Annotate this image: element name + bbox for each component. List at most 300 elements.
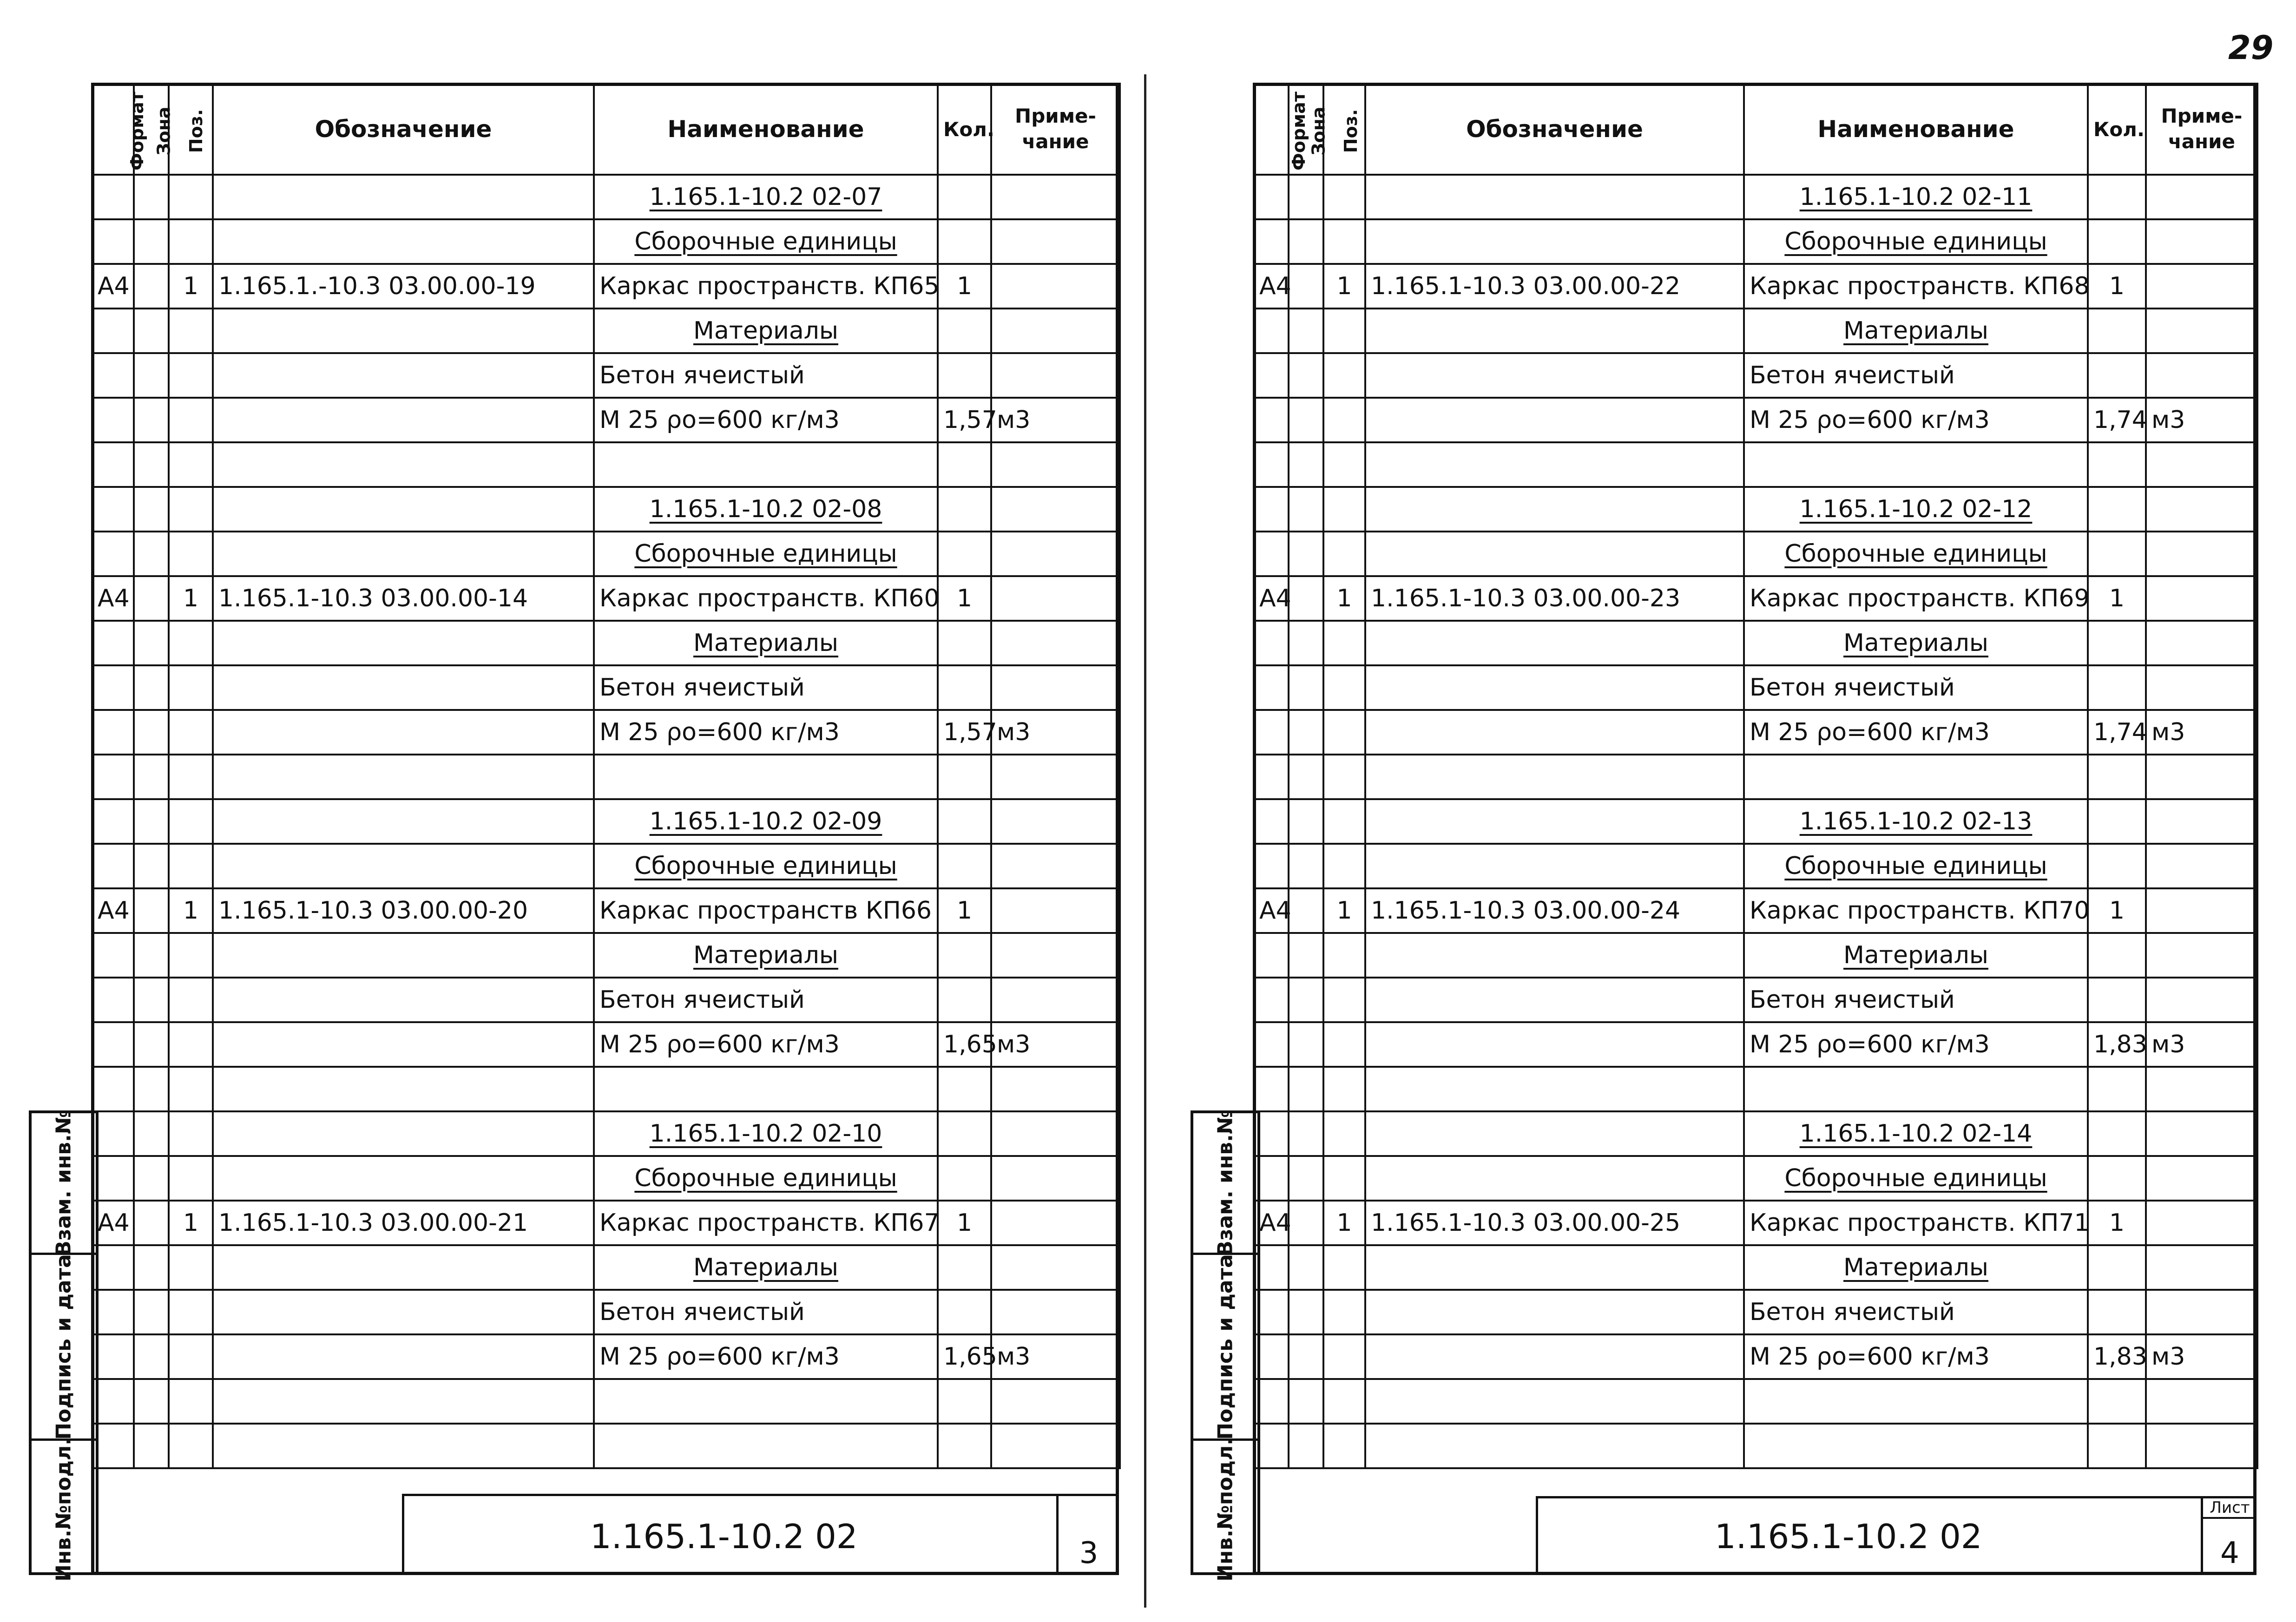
cell-designation	[1365, 755, 1744, 799]
header-note: Приме-чание	[991, 84, 1120, 175]
cell-pos	[1323, 755, 1365, 799]
cell-note	[991, 933, 1120, 978]
cell-zone	[1289, 933, 1323, 978]
cell-zone	[1289, 532, 1323, 576]
cell-format	[92, 442, 134, 487]
cell-note	[991, 621, 1120, 665]
cell-note: м3	[2146, 710, 2257, 755]
cell-pos	[169, 442, 213, 487]
table-row	[1254, 1334, 2257, 1379]
cell-qty	[938, 844, 991, 888]
table-row	[92, 799, 1120, 844]
cell-zone	[1289, 398, 1323, 442]
cell-format	[1254, 353, 1289, 398]
cell-name: Бетон ячеистый	[1744, 665, 2088, 710]
cell-note: м3	[2146, 1334, 2257, 1379]
cell-name	[1744, 755, 2088, 799]
cell-zone	[1289, 264, 1323, 309]
section-heading: 1.165.1-10.2 02-09	[649, 808, 882, 835]
cell-format	[92, 1022, 134, 1067]
cell-designation	[213, 844, 594, 888]
cell-pos	[169, 1156, 213, 1201]
cell-qty: 1	[938, 576, 991, 621]
cell-name	[1744, 844, 2088, 888]
table-row	[92, 1290, 1120, 1334]
table-row	[92, 353, 1120, 398]
cell-pos	[169, 1111, 213, 1156]
cell-pos	[169, 665, 213, 710]
cell-pos	[1323, 487, 1365, 532]
header-note: Приме-чание	[2146, 84, 2257, 175]
table-row	[1254, 175, 2257, 219]
cell-pos: 1	[169, 888, 213, 933]
cell-note	[2146, 353, 2257, 398]
cell-format: А4	[92, 264, 134, 309]
cell-designation	[213, 532, 594, 576]
cell-designation: 1.165.1-10.3 03.00.00-25	[1365, 1201, 1744, 1245]
cell-qty: 1,74	[2088, 398, 2146, 442]
table-row	[1254, 309, 2257, 353]
cell-zone	[134, 219, 169, 264]
cell-name	[594, 844, 938, 888]
cell-name	[594, 621, 938, 665]
cell-qty	[2088, 1245, 2146, 1290]
cell-pos	[1323, 175, 1365, 219]
cell-format	[92, 1334, 134, 1379]
cell-format: А4	[1254, 1201, 1289, 1245]
cell-note: м3	[991, 1334, 1120, 1379]
cell-zone	[134, 755, 169, 799]
cell-zone	[1289, 1290, 1323, 1334]
cell-pos	[1323, 1290, 1365, 1334]
cell-format	[1254, 755, 1289, 799]
cell-pos	[1323, 309, 1365, 353]
cell-zone	[134, 978, 169, 1022]
cell-note	[991, 219, 1120, 264]
cell-note	[991, 1156, 1120, 1201]
section-heading: Материалы	[693, 629, 838, 657]
cell-name	[594, 1067, 938, 1111]
cell-qty	[2088, 487, 2146, 532]
table-row	[92, 755, 1120, 799]
cell-name	[594, 175, 938, 219]
table-row	[1254, 1424, 2257, 1468]
table-row	[92, 219, 1120, 264]
header-zone: Зона	[134, 84, 169, 175]
cell-note	[991, 487, 1120, 532]
table-row	[92, 1424, 1120, 1468]
cell-name	[1744, 309, 2088, 353]
cell-pos	[1323, 1424, 1365, 1468]
table-row	[1254, 933, 2257, 978]
cell-name: Каркас пространств. КП65	[594, 264, 938, 309]
cell-designation	[1365, 442, 1744, 487]
cell-pos	[169, 532, 213, 576]
cell-name	[594, 487, 938, 532]
cell-zone	[134, 532, 169, 576]
cell-designation	[213, 353, 594, 398]
cell-note	[991, 1201, 1120, 1245]
cell-zone	[134, 621, 169, 665]
cell-qty	[2088, 799, 2146, 844]
cell-qty	[938, 621, 991, 665]
cell-qty: 1	[2088, 576, 2146, 621]
cell-zone	[1289, 1156, 1323, 1201]
table-row	[1254, 1111, 2257, 1156]
cell-format	[1254, 442, 1289, 487]
cell-note	[2146, 1156, 2257, 1201]
cell-qty: 1	[938, 264, 991, 309]
cell-zone	[134, 888, 169, 933]
header-designation: Обозначение	[1365, 84, 1744, 175]
title-code-left: 1.165.1-10.2 02	[590, 1517, 858, 1556]
cell-designation	[1365, 532, 1744, 576]
table-row	[1254, 888, 2257, 933]
cell-name	[594, 1379, 938, 1424]
cell-note: м3	[991, 1022, 1120, 1067]
cell-pos	[169, 933, 213, 978]
cell-pos	[1323, 1334, 1365, 1379]
section-heading: Материалы	[1843, 629, 1988, 657]
cell-designation	[1365, 978, 1744, 1022]
cell-pos	[169, 1067, 213, 1111]
cell-format	[92, 175, 134, 219]
table-row	[1254, 755, 2257, 799]
cell-name	[594, 1156, 938, 1201]
cell-pos	[1323, 442, 1365, 487]
cell-pos	[169, 487, 213, 532]
cell-note	[2146, 1201, 2257, 1245]
cell-qty	[938, 442, 991, 487]
cell-name: М 25 ρо=600 кг/м3	[594, 1334, 938, 1379]
section-heading: Сборочные единицы	[634, 852, 897, 880]
cell-qty	[2088, 1424, 2146, 1468]
table-row	[1254, 487, 2257, 532]
cell-zone	[134, 175, 169, 219]
table-row	[92, 309, 1120, 353]
cell-format	[1254, 309, 1289, 353]
cell-designation	[1365, 1156, 1744, 1201]
header-name: Наименование	[1744, 84, 2088, 175]
spec-table-left	[91, 83, 1121, 1469]
table-row	[92, 1334, 1120, 1379]
cell-qty	[2088, 1111, 2146, 1156]
cell-pos: 1	[1323, 888, 1365, 933]
cell-format	[1254, 710, 1289, 755]
table-row	[92, 1379, 1120, 1424]
table-header-row	[1254, 84, 2257, 175]
cell-pos	[1323, 978, 1365, 1022]
side-label-inv-vzam: Взам. инв.№	[1213, 1110, 1237, 1256]
cell-note	[2146, 1067, 2257, 1111]
cell-designation	[1365, 665, 1744, 710]
header-format: Формат	[92, 84, 134, 175]
cell-format	[92, 665, 134, 710]
cell-note: м3	[2146, 398, 2257, 442]
section-heading: Материалы	[1843, 1254, 1988, 1281]
cell-note	[991, 978, 1120, 1022]
cell-format	[92, 710, 134, 755]
cell-pos	[169, 398, 213, 442]
cell-qty	[2088, 621, 2146, 665]
cell-designation	[213, 621, 594, 665]
cell-qty	[2088, 1156, 2146, 1201]
cell-pos	[1323, 353, 1365, 398]
cell-zone	[134, 1334, 169, 1379]
cell-qty	[938, 532, 991, 576]
cell-pos: 1	[169, 1201, 213, 1245]
cell-zone	[134, 353, 169, 398]
cell-qty: 1	[2088, 264, 2146, 309]
cell-name: Бетон ячеистый	[1744, 353, 2088, 398]
cell-name: М 25 ρо=600 кг/м3	[594, 398, 938, 442]
cell-pos	[1323, 710, 1365, 755]
cell-qty	[938, 978, 991, 1022]
cell-format	[1254, 1290, 1289, 1334]
cell-format	[92, 1290, 134, 1334]
cell-note	[2146, 442, 2257, 487]
cell-zone	[1289, 353, 1323, 398]
section-heading: Материалы	[1843, 941, 1988, 969]
table-row	[92, 888, 1120, 933]
cell-note	[2146, 844, 2257, 888]
cell-note	[991, 309, 1120, 353]
cell-qty	[938, 1156, 991, 1201]
cell-designation	[1365, 1379, 1744, 1424]
cell-qty: 1,83	[2088, 1022, 2146, 1067]
cell-format: А4	[1254, 888, 1289, 933]
cell-designation	[1365, 844, 1744, 888]
cell-qty	[938, 1379, 991, 1424]
cell-designation	[213, 978, 594, 1022]
side-label-inv-podl: Инв.№подл.	[1213, 1437, 1237, 1582]
title-block-right	[1536, 1496, 2257, 1575]
cell-format: А4	[92, 1201, 134, 1245]
cell-name	[1744, 1156, 2088, 1201]
cell-designation	[213, 175, 594, 219]
cell-pos	[169, 175, 213, 219]
table-row	[1254, 1201, 2257, 1245]
cell-qty: 1,65	[938, 1022, 991, 1067]
cell-pos	[169, 1334, 213, 1379]
table-row	[1254, 978, 2257, 1022]
side-cell-sign-date	[32, 1253, 96, 1438]
cell-designation	[1365, 1111, 1744, 1156]
cell-qty	[938, 799, 991, 844]
section-heading: Материалы	[693, 1254, 838, 1281]
side-label-inv-vzam: Взам. инв.№	[52, 1110, 76, 1256]
cell-note	[991, 1379, 1120, 1424]
cell-zone	[134, 1067, 169, 1111]
cell-qty	[938, 309, 991, 353]
cell-zone	[1289, 1245, 1323, 1290]
header-zone: Зона	[1289, 84, 1323, 175]
cell-format	[1254, 621, 1289, 665]
cell-zone	[1289, 309, 1323, 353]
cell-qty	[938, 1290, 991, 1334]
cell-name: М 25 ρо=600 кг/м3	[594, 710, 938, 755]
cell-pos	[1323, 799, 1365, 844]
table-header-row	[92, 84, 1120, 175]
cell-zone	[134, 1379, 169, 1424]
cell-zone	[1289, 175, 1323, 219]
cell-format: А4	[92, 576, 134, 621]
section-heading: 1.165.1-10.2 02-11	[1799, 183, 2033, 211]
cell-note: м3	[991, 398, 1120, 442]
table-row	[92, 621, 1120, 665]
cell-zone	[1289, 978, 1323, 1022]
cell-pos: 1	[1323, 1201, 1365, 1245]
cell-format	[1254, 532, 1289, 576]
cell-qty	[938, 353, 991, 398]
cell-pos	[169, 621, 213, 665]
cell-qty: 1,65	[938, 1334, 991, 1379]
cell-designation	[213, 1379, 594, 1424]
section-heading: 1.165.1-10.2 02-13	[1799, 808, 2033, 835]
cell-name	[1744, 1067, 2088, 1111]
table-row	[92, 1201, 1120, 1245]
cell-pos	[169, 219, 213, 264]
table-row	[92, 175, 1120, 219]
cell-note	[991, 264, 1120, 309]
cell-note	[991, 1290, 1120, 1334]
cell-qty	[938, 487, 991, 532]
section-heading: Сборочные единицы	[1784, 1164, 2047, 1192]
cell-note	[2146, 933, 2257, 978]
cell-designation	[1365, 1245, 1744, 1290]
cell-pos: 1	[1323, 576, 1365, 621]
cell-zone	[1289, 1379, 1323, 1424]
cell-format	[92, 844, 134, 888]
cell-name	[1744, 532, 2088, 576]
cell-qty: 1	[938, 1201, 991, 1245]
side-cell-inv-podl	[32, 1437, 96, 1582]
table-row	[92, 532, 1120, 576]
cell-format	[92, 1379, 134, 1424]
cell-qty	[2088, 532, 2146, 576]
cell-zone	[134, 1111, 169, 1156]
cell-name: Бетон ячеистый	[594, 978, 938, 1022]
cell-pos	[169, 353, 213, 398]
cell-designation	[1365, 1022, 1744, 1067]
cell-zone	[1289, 487, 1323, 532]
cell-note: м3	[991, 710, 1120, 755]
sheet-number-right: 4	[2220, 1536, 2239, 1570]
table-row	[92, 844, 1120, 888]
cell-designation: 1.165.1-10.3 03.00.00-24	[1365, 888, 1744, 933]
cell-note	[2146, 665, 2257, 710]
section-heading: Материалы	[1843, 317, 1988, 345]
cell-format	[1254, 1245, 1289, 1290]
section-heading: 1.165.1-10.2 02-08	[649, 495, 882, 523]
cell-pos	[169, 309, 213, 353]
cell-pos	[1323, 1245, 1365, 1290]
header-qty: Кол.	[2088, 84, 2146, 175]
cell-name: Бетон ячеистый	[594, 353, 938, 398]
cell-zone	[1289, 1334, 1323, 1379]
cell-qty	[938, 755, 991, 799]
cell-name: Каркас пространств КП66	[594, 888, 938, 933]
cell-note	[2146, 309, 2257, 353]
cell-name	[594, 309, 938, 353]
cell-pos	[1323, 1022, 1365, 1067]
header-pos: Поз.	[1323, 84, 1365, 175]
cell-format	[92, 487, 134, 532]
cell-qty: 1,74	[2088, 710, 2146, 755]
section-heading: Сборочные единицы	[1784, 540, 2047, 568]
cell-note	[2146, 978, 2257, 1022]
section-heading: Материалы	[693, 941, 838, 969]
cell-qty: 1	[2088, 1201, 2146, 1245]
spec-table-right	[1253, 83, 2258, 1469]
cell-zone	[134, 665, 169, 710]
sheet-label-right: Лист	[2203, 1498, 2257, 1519]
cell-designation	[1365, 1290, 1744, 1334]
cell-zone	[1289, 755, 1323, 799]
cell-note	[2146, 532, 2257, 576]
cell-qty	[2088, 1379, 2146, 1424]
cell-format	[92, 219, 134, 264]
page-number: 29	[2228, 29, 2274, 67]
cell-format	[92, 621, 134, 665]
cell-format	[92, 398, 134, 442]
table-row	[1254, 532, 2257, 576]
cell-qty	[2088, 442, 2146, 487]
section-heading: Сборочные единицы	[634, 540, 897, 568]
cell-note	[991, 532, 1120, 576]
cell-pos	[169, 710, 213, 755]
cell-designation	[1365, 219, 1744, 264]
table-row	[92, 264, 1120, 309]
cell-pos	[169, 799, 213, 844]
cell-format	[1254, 799, 1289, 844]
cell-name	[1744, 799, 2088, 844]
cell-zone	[134, 487, 169, 532]
cell-name	[1744, 487, 2088, 532]
cell-designation	[213, 1067, 594, 1111]
cell-name: М 25 ρо=600 кг/м3	[594, 1022, 938, 1067]
cell-designation	[1365, 353, 1744, 398]
cell-designation	[213, 933, 594, 978]
cell-zone	[1289, 1111, 1323, 1156]
cell-format: А4	[1254, 576, 1289, 621]
cell-qty: 1	[2088, 888, 2146, 933]
cell-name	[594, 799, 938, 844]
cell-note	[2146, 1424, 2257, 1468]
cell-zone	[1289, 888, 1323, 933]
cell-note	[991, 844, 1120, 888]
cell-pos	[169, 1424, 213, 1468]
side-cell-inv-vzam	[32, 1110, 96, 1256]
cell-name	[1744, 442, 2088, 487]
cell-note	[2146, 487, 2257, 532]
table-row	[1254, 1022, 2257, 1067]
cell-name	[594, 755, 938, 799]
cell-name: Каркас пространств. КП71	[1744, 1201, 2088, 1245]
cell-note	[991, 576, 1120, 621]
cell-format	[1254, 487, 1289, 532]
cell-zone	[1289, 844, 1323, 888]
cell-zone	[134, 1201, 169, 1245]
cell-note	[2146, 264, 2257, 309]
cell-designation: 1.165.1-10.3 03.00.00-22	[1365, 264, 1744, 309]
cell-pos	[1323, 1379, 1365, 1424]
cell-note	[991, 353, 1120, 398]
cell-name	[1744, 175, 2088, 219]
cell-pos: 1	[169, 264, 213, 309]
cell-qty: 1,57	[938, 398, 991, 442]
cell-pos	[169, 1290, 213, 1334]
